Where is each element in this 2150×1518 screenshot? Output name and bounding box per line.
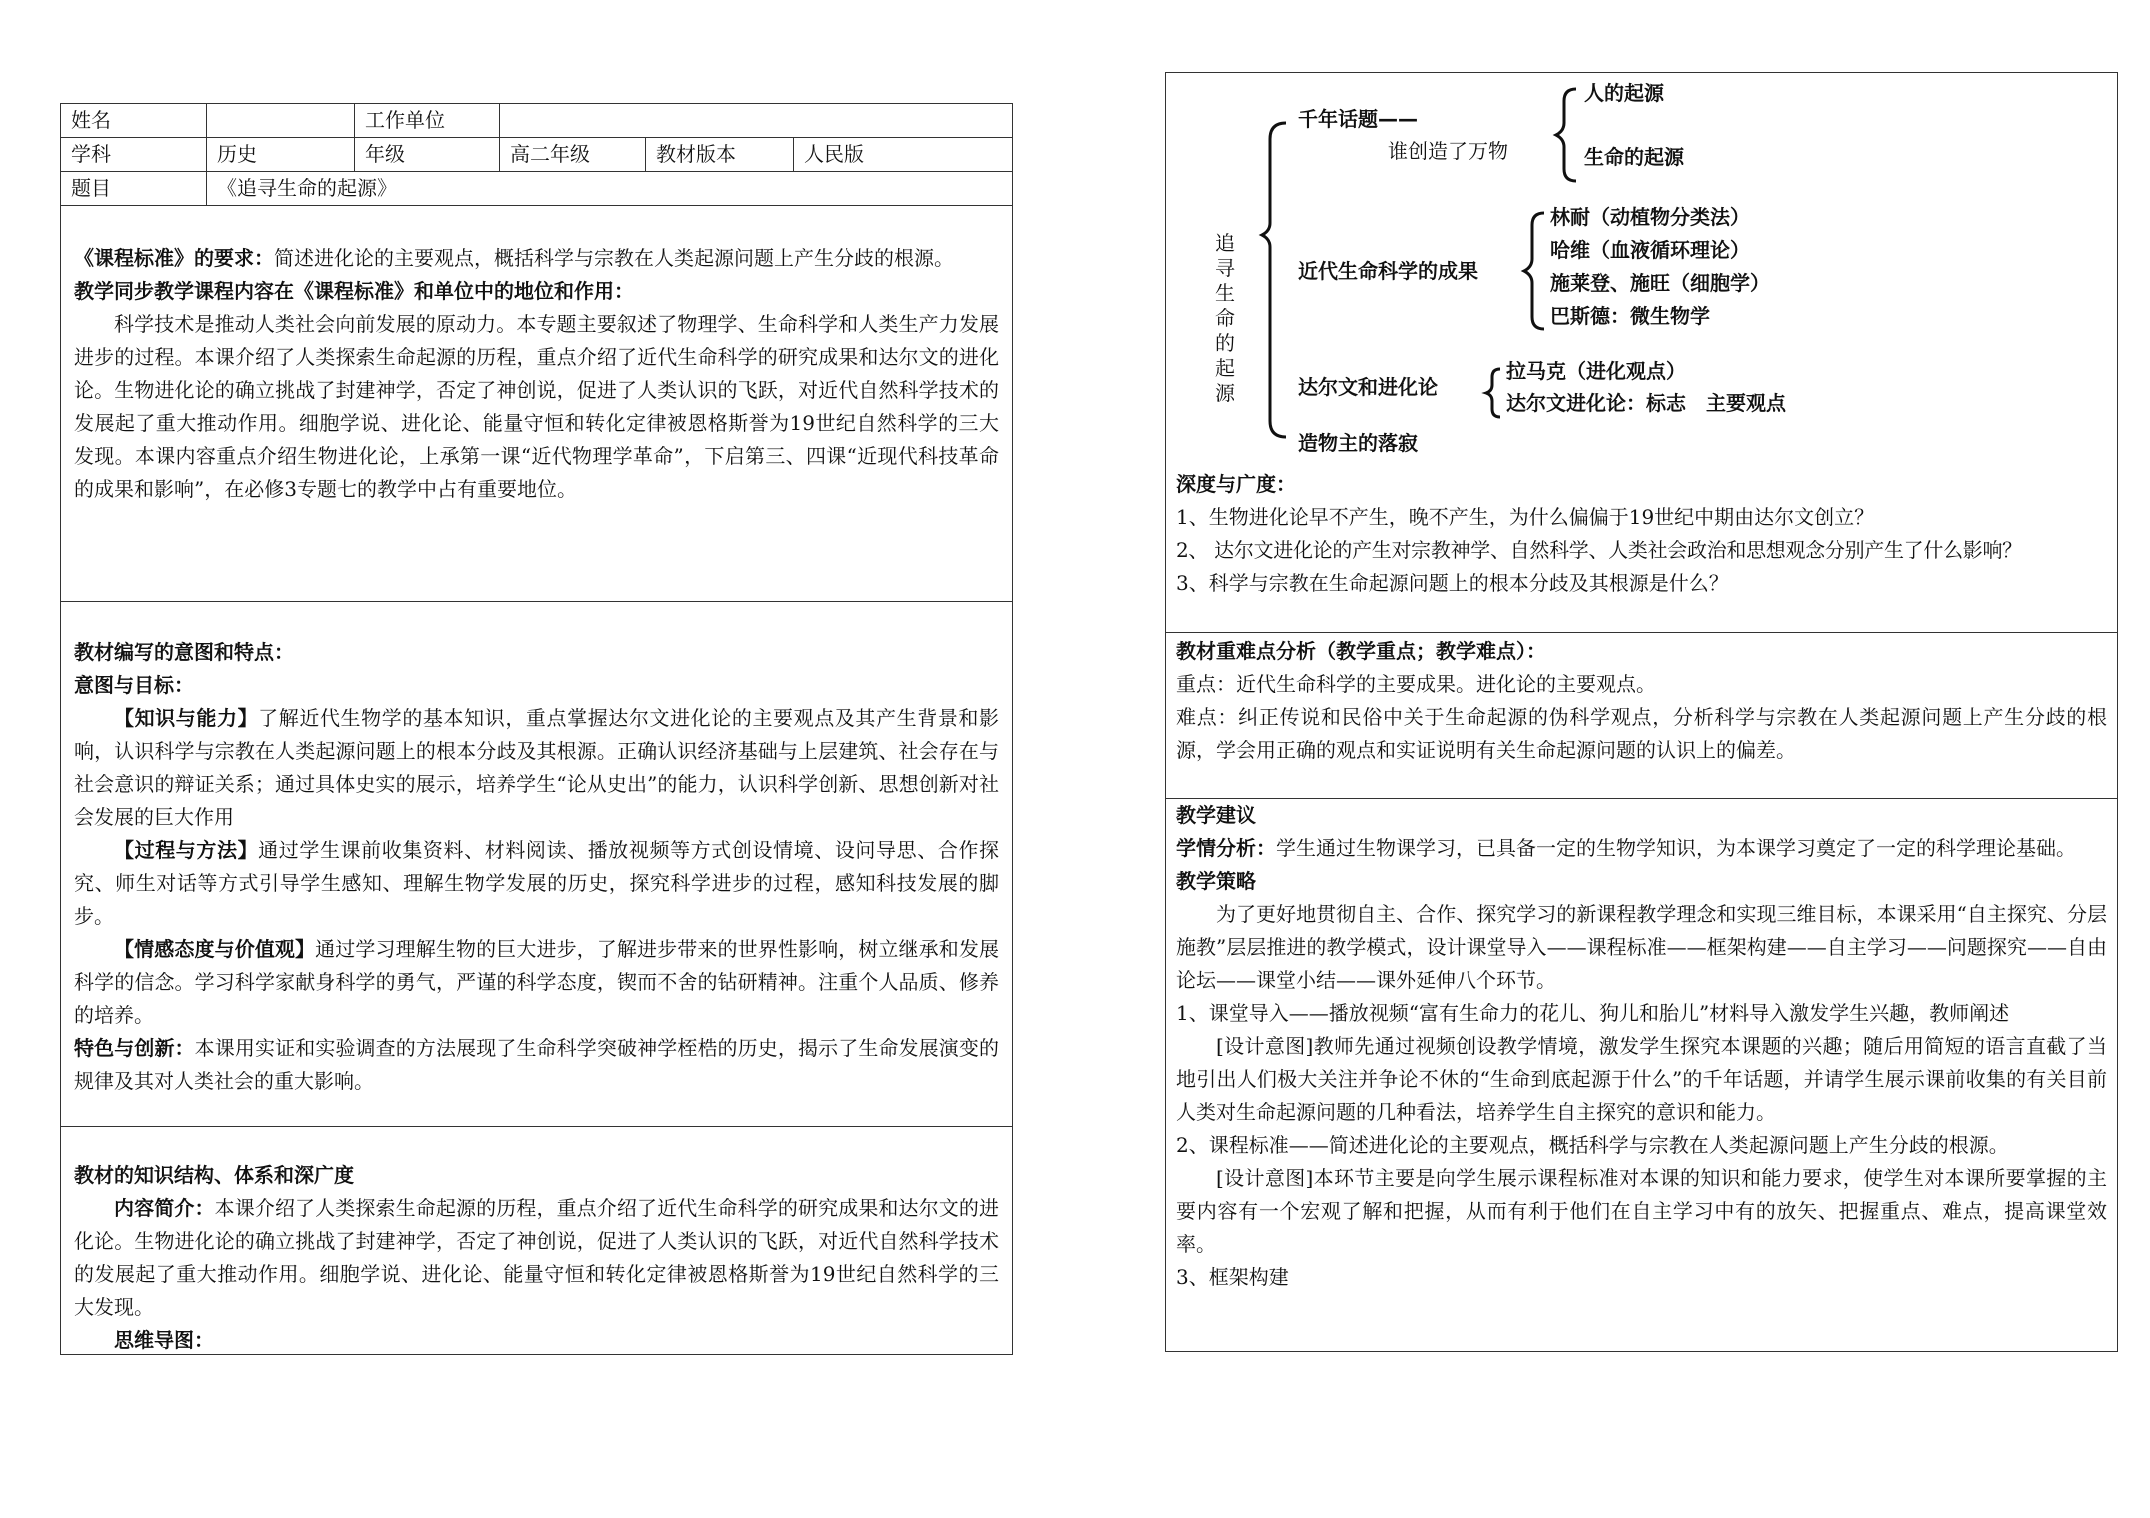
branch-2-item-4: 巴斯德：微生物学 [1550, 304, 1710, 328]
design-1-paragraph [1176, 1030, 2107, 1129]
branch-4-title: 造物主的落寂 [1298, 431, 1418, 455]
standard-req-text: 简述进化论的主要观点，概括科学与宗教在人类起源问题上产生分歧的根源。 [274, 246, 954, 270]
branch-3-item-2: 达尔文进化论：标志 主要观点 [1506, 391, 1786, 415]
depth-section [1166, 468, 2117, 633]
depth-question-1: 1、生物进化论早不产生，晚不产生，为什么偏偏于19世纪中期由达尔文创立？ [1176, 505, 1875, 529]
standard-requirement [74, 242, 999, 275]
left-page [60, 103, 1013, 1355]
unit-label: 工作单位 [355, 104, 500, 137]
intro-label: 内容简介： [114, 1196, 215, 1220]
feature-text: 本课用实证和实验调查的方法展现了生命科学突破神学桎梏的历史，揭示了生命发展演变的规律及其对人类社会的重大影响。 [74, 1036, 1000, 1093]
depth-question-2: 2、 达尔文进化论的产生对宗教神学、自然科学、人类社会政治和思想观念分别产生了什么影响？ [1176, 538, 2022, 562]
mind-map [1166, 73, 2119, 468]
design-2-text: 本环节主要是向学生展示课程标准对本课的知识和能力要求，使学生对本课所要掌握的主要内容有一个宏观了解和把握，从而有利于他们在自主学习中有的放矢、把握重点、难点，提高课堂效率。 [1176, 1166, 2108, 1256]
grade-value: 高二年级 [500, 138, 646, 171]
branch-1-title: 千年话题—— [1298, 107, 1418, 131]
feature-label: 特色与创新： [74, 1036, 195, 1060]
intro-paragraph [74, 1192, 999, 1324]
keypoints-title: 教材重难点分析（教学重点；教学难点）： [1176, 639, 1546, 663]
process-paragraph [74, 834, 999, 933]
analysis-label: 学情分析： [1176, 836, 1276, 860]
b2-brace [1524, 213, 1544, 329]
branch-2-title: 近代生命科学的成果 [1298, 259, 1478, 283]
design-2-paragraph [1176, 1162, 2107, 1261]
position-title: 教学同步教学课程内容在《课程标准》和单位中的地位和作用： [74, 279, 634, 303]
emotion-text: 通过学习理解生物的巨大进步，了解进步带来的世界性影响，树立继承和发展科学的信念。学习科学家献身科学的勇气，严谨的科学态度，锲而不舍的钻研精神。注重个人品质、修养的培养。 [74, 937, 1000, 1027]
edition-label: 教材版本 [646, 138, 794, 171]
name-label: 姓名 [61, 104, 207, 137]
b3-brace [1486, 369, 1500, 417]
keypoints-focus: 重点：近代生命科学的主要成果。进化论的主要观点。 [1176, 672, 1656, 696]
branch-2-item-3: 施莱登、施旺（细胞学） [1550, 271, 1770, 295]
right-page [1165, 72, 2118, 1352]
strategy-title: 教学策略 [1176, 869, 1256, 893]
structure-title: 教材的知识结构、体系和深广度 [74, 1163, 354, 1187]
analysis-text: 学生通过生物课学习，已具备一定的生物学知识，为本课学习奠定了一定的科学理论基础。 [1276, 836, 2076, 860]
standard-req-title: 《课程标准》的要求： [74, 246, 274, 270]
edition-value: 人民版 [804, 142, 864, 166]
name-value [207, 104, 355, 137]
design-2-label: [设计意图] [1216, 1166, 1314, 1190]
grade-label: 年级 [355, 138, 500, 171]
advice-title: 教学建议 [1176, 803, 1256, 827]
subject-label: 学科 [61, 138, 207, 171]
step-3: 3、框架构建 [1176, 1265, 1289, 1289]
info-row-2 [61, 138, 1012, 172]
analysis-paragraph [1176, 832, 2107, 865]
mindmap-label: 思维导图： [114, 1328, 214, 1352]
emotion-paragraph [74, 933, 999, 1032]
position-text: 科学技术是推动人类社会向前发展的原动力。本专题主要叙述了物理学、生命科学和人类生产力发展进步的过程。本课介绍了人类探索生命起源的历程，重点介绍了近代生命科学的研究成果和达尔文的进化论。生物进化论的确立挑战了封建神学，否定了神创说，促进了人类认识的飞跃，对近代自然科学技术的发展起了重大推动作用。细胞学说、进化论、能量守恒和转化定律被恩格斯誉为19世纪自然科学的三大发现。本课内容重点介绍生物进化论，上承第一课“近代物理学革命”，下启第三、四课“近现代科技革命的成果和影响”，在必修3专题七的教学中占有重要地位。 [74, 312, 999, 501]
knowledge-paragraph [74, 702, 999, 834]
feature-paragraph [74, 1032, 999, 1098]
intro-text: 本课介绍了人类探索生命起源的历程，重点介绍了近代生命科学的研究成果和达尔文的进化论。生物进化论的确立挑战了封建神学，否定了神创说，促进了人类认识的飞跃，对近代自然科学技术的发展起了重大推动作用。细胞学说、进化论、能量守恒和转化定律被恩格斯誉为19世纪自然科学的三大发现。 [74, 1196, 1000, 1319]
structure-section [61, 1127, 1012, 1353]
strategy-text: 为了更好地贯彻自主、合作、探究学习的新课程教学理念和实现三维目标，本课采用“自主探究、分层施教”层层推进的教学模式，设计课堂导入——课程标准——框架构建——自主学习——问题探究——自由论坛——课堂小结——课外延伸八个环节。 [1176, 902, 2107, 992]
branch-3-item-1: 拉马克（进化观点） [1506, 359, 1686, 383]
keypoints-section [1166, 633, 2117, 799]
branch-1-item-2: 生命的起源 [1584, 145, 1684, 169]
intent-title: 教材编写的意图和特点： [74, 640, 294, 664]
branch-1-subtitle: 谁创造了万物 [1388, 139, 1508, 163]
root-brace [1262, 123, 1286, 437]
design-1-label: [设计意图] [1216, 1034, 1314, 1058]
subject-value: 历史 [207, 138, 355, 171]
depth-question-3: 3、科学与宗教在生命起源问题上的根本分歧及其根源是什么？ [1176, 571, 1729, 595]
branch-3-title: 达尔文和进化论 [1298, 375, 1438, 399]
intent-goal-title: 意图与目标： [74, 673, 194, 697]
info-row-3 [61, 172, 1012, 206]
branch-2-item-1: 林耐（动植物分类法） [1550, 205, 1750, 229]
intent-section [61, 602, 1012, 1127]
branch-2-item-2: 哈维（血液循环理论） [1550, 238, 1750, 262]
emotion-label: 【情感态度与价值观】 [114, 937, 316, 961]
b1-brace [1556, 89, 1576, 181]
step-2: 2、课程标准——简述进化论的主要观点，概括科学与宗教在人类起源问题上产生分歧的根源。 [1176, 1133, 2009, 1157]
knowledge-text: 了解近代生物学的基本知识，重点掌握达尔文进化论的主要观点及其产生背景和影响，认识科学与宗教在人类起源问题上的根本分歧及其根源。正确认识经济基础与上层建筑、社会存在与社会意识的辩证关系；通过具体史实的展示，培养学生“论从史出”的能力，认识科学创新、思想创新对社会发展的巨大作用 [74, 706, 1000, 829]
keypoints-difficulty: 难点：纠正传说和民俗中关于生命起源的伪科学观点，分析科学与宗教在人类起源问题上产生分歧的根源，学会用正确的观点和实证说明有关生命起源问题的认识上的偏差。 [1176, 705, 2107, 762]
process-text: 通过学生课前收集资料、材料阅读、播放视频等方式创设情境、设问导思、合作探究、师生对话等方式引导学生感知、理解生物学发展的历史，探究科学进步的过程，感知科技发展的脚步。 [74, 838, 1000, 928]
course-standard-section [61, 206, 1012, 602]
branch-1-item-1: 人的起源 [1584, 81, 1664, 105]
topic-value: 《追寻生命的起源》 [217, 176, 397, 200]
knowledge-label: 【知识与能力】 [114, 706, 259, 730]
info-row-1 [61, 104, 1012, 138]
step-1: 1、课堂导入——播放视频“富有生命力的花儿、狗儿和胎儿”材料导入激发学生兴趣，教师阐述 [1176, 1001, 2010, 1025]
mind-map-root: 追寻生命的起源 [1215, 231, 1235, 405]
design-1-text: 教师先通过视频创设教学情境，激发学生探究本课题的兴趣；随后用简短的语言直截了当地引出人们极大关注并争论不休的“生命到底起源于什么”的千年话题，并请学生展示课前收集的有关目前人类对生命起源问题的几种看法，培养学生自主探究的意识和能力。 [1176, 1034, 2108, 1124]
depth-title: 深度与广度： [1176, 472, 1296, 496]
process-label: 【过程与方法】 [114, 838, 259, 862]
unit-value [500, 104, 1012, 137]
topic-label: 题目 [61, 172, 207, 205]
advice-section [1166, 799, 2117, 1351]
